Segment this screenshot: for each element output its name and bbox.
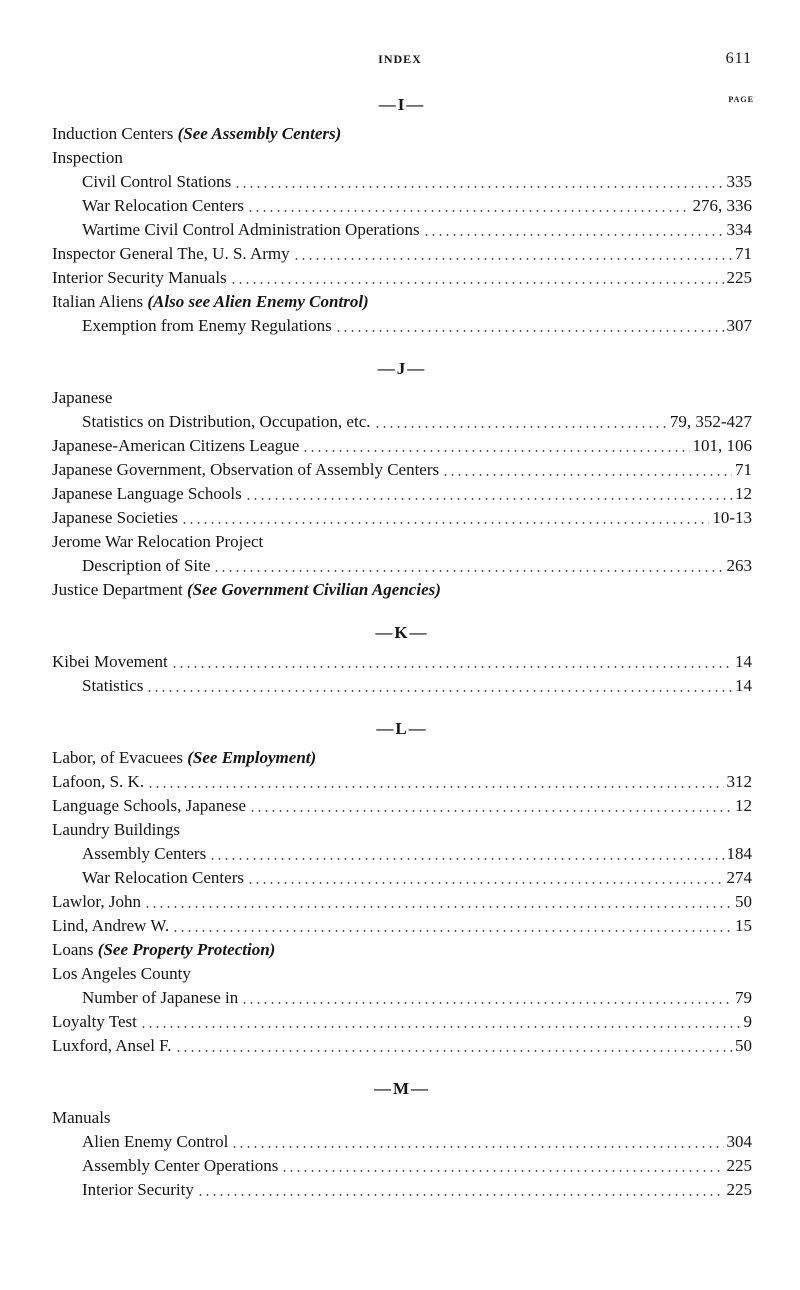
entry-term: Los Angeles County [52,962,194,986]
entry-page-numbers: 10-13 [709,506,752,530]
entry-page-numbers: 225 [724,1178,753,1202]
index-subentry [52,314,752,338]
section-gap [52,1058,752,1072]
index-entry [52,746,752,770]
entry-term: Statistics on Distribution, Occupation, etc. [82,410,374,434]
running-head [0,50,800,70]
index-subentry [52,410,752,434]
entry-term: Japanese [52,386,115,410]
index-subentry [52,1130,752,1154]
entry-term: Inspector General The, U. S. Army [52,242,293,266]
entry-term: Japanese Societies [52,506,181,530]
index-subentry [52,674,752,698]
entry-term: Italian Aliens (Also see Alien Enemy Control) [52,290,372,314]
entry-term: Assembly Center Operations [82,1154,281,1178]
entry-page-numbers: 312 [724,770,753,794]
entry-page-numbers: 50 [732,1034,752,1058]
entry-term: Loyalty Test [52,1010,140,1034]
section-letter-heading: —L— [376,719,428,738]
entry-term: Kibei Movement [52,650,171,674]
running-title: INDEX [378,52,422,66]
index-subentry [52,866,752,890]
section-gap [52,338,752,352]
index-entry [52,770,752,794]
index-entry [52,1034,752,1058]
index-subentry [52,842,752,866]
entry-term: Japanese Government, Observation of Assembly Centers [52,458,442,482]
see-reference: (See Government Civilian Agencies) [187,580,441,599]
dot-leader [213,570,723,572]
dot-leader [144,906,732,908]
entry-page-numbers: 14 [732,674,752,698]
index-entry [52,122,752,146]
entry-term: Induction Centers (See Assembly Centers) [52,122,344,146]
entry-page-numbers: 9 [741,1010,753,1034]
index-entry [52,506,752,530]
entry-term: Inspection [52,146,126,170]
index-entry [52,530,752,554]
entry-term: Description of Site [82,554,213,578]
see-reference: (See Employment) [187,748,317,767]
entry-term: Manuals [52,1106,114,1130]
entry-page-numbers: 304 [724,1130,753,1154]
entry-term: War Relocation Centers [82,866,247,890]
index-subentry [52,194,752,218]
entry-page-numbers: 334 [724,218,753,242]
dot-leader [146,690,732,692]
index-subentry [52,1178,752,1202]
index-entry [52,1106,752,1130]
dot-leader [249,810,732,812]
dot-leader [197,1194,724,1196]
entry-page-numbers: 101, 106 [690,434,753,458]
entry-term: Exemption from Enemy Regulations [82,314,335,338]
index-subentry [52,986,752,1010]
entry-term: Interior Security Manuals [52,266,230,290]
dot-leader [209,858,723,860]
entry-page-numbers: 263 [724,554,753,578]
entry-page-numbers: 12 [732,482,752,506]
entry-page-numbers: 225 [724,1154,753,1178]
dot-leader [247,882,724,884]
index-entry [52,650,752,674]
entry-term: Laundry Buildings [52,818,183,842]
index-entry [52,938,752,962]
dot-leader [171,666,732,668]
entry-term: Alien Enemy Control [82,1130,231,1154]
index-entry [52,482,752,506]
dot-leader [140,1026,741,1028]
index-subentry [52,554,752,578]
index-subentry [52,170,752,194]
section-letter-heading: —I— [378,95,426,114]
dot-leader [241,1002,732,1004]
dot-leader [231,1146,723,1148]
entry-term: Luxford, Ansel F. [52,1034,175,1058]
dot-leader [147,786,723,788]
entry-term: Statistics [82,674,146,698]
entry-term: Language Schools, Japanese [52,794,249,818]
see-reference: (Also see Alien Enemy Control) [147,292,369,311]
entry-page-numbers: 50 [732,890,752,914]
index-entry [52,818,752,842]
index-entry [52,962,752,986]
entry-page-numbers: 71 [732,458,752,482]
index-entry [52,266,752,290]
entry-page-numbers: 276, 336 [690,194,753,218]
entry-term: War Relocation Centers [82,194,247,218]
entry-term: Jerome War Relocation Project [52,530,266,554]
index-entry [52,914,752,938]
entry-term: Japanese Language Schools [52,482,245,506]
entry-term: Interior Security [82,1178,197,1202]
index-entry [52,578,752,602]
dot-leader [181,522,709,524]
index-entry [52,386,752,410]
section-letter-heading: —M— [373,1079,431,1098]
dot-leader [302,450,689,452]
dot-leader [172,930,732,932]
entry-page-numbers: 307 [724,314,753,338]
page-column-label: PAGE [728,95,754,104]
index-entry [52,890,752,914]
section-gap [52,602,752,616]
entry-term: Lafoon, S. K. [52,770,147,794]
entry-page-numbers: 14 [732,650,752,674]
page-number: 611 [725,50,752,67]
index-entry [52,458,752,482]
dot-leader [245,498,732,500]
dot-leader [247,210,690,212]
entry-page-numbers: 79, 352-427 [667,410,752,434]
entry-term: Loans (See Property Protection) [52,938,278,962]
entry-term: Number of Japanese in [82,986,241,1010]
dot-leader [442,474,732,476]
dot-leader [175,1050,732,1052]
dot-leader [335,330,724,332]
entry-term: Lawlor, John [52,890,144,914]
see-reference: (See Assembly Centers) [177,124,342,143]
index-entry [52,794,752,818]
dot-leader [230,282,724,284]
entry-page-numbers: 79 [732,986,752,1010]
entry-term: Wartime Civil Control Administration Operations [82,218,423,242]
entry-term: Assembly Centers [82,842,209,866]
entry-term: Labor, of Evacuees (See Employment) [52,746,319,770]
index-entry [52,290,752,314]
section-letter-heading: —J— [377,359,427,378]
section-gap [52,698,752,712]
dot-leader [293,258,732,260]
dot-leader [234,186,723,188]
index-subentry [52,1154,752,1178]
index-subentry [52,218,752,242]
entry-term: Civil Control Stations [82,170,234,194]
index-entry [52,146,752,170]
entry-page-numbers: 225 [724,266,753,290]
see-reference: (See Property Protection) [97,940,276,959]
dot-leader [423,234,724,236]
entry-page-numbers: 15 [732,914,752,938]
entry-page-numbers: 274 [724,866,753,890]
index-entry [52,242,752,266]
entry-term: Justice Department (See Government Civilian Agencies) [52,578,444,602]
entry-term: Lind, Andrew W. [52,914,172,938]
entry-page-numbers: 184 [724,842,753,866]
dot-leader [281,1170,723,1172]
dot-leader [374,426,667,428]
index-entry [52,1010,752,1034]
entry-page-numbers: 335 [724,170,753,194]
entry-page-numbers: 12 [732,794,752,818]
entry-term: Japanese-American Citizens League [52,434,302,458]
index-list [52,88,752,1202]
section-letter-heading: —K— [375,623,429,642]
index-entry [52,434,752,458]
entry-page-numbers: 71 [732,242,752,266]
